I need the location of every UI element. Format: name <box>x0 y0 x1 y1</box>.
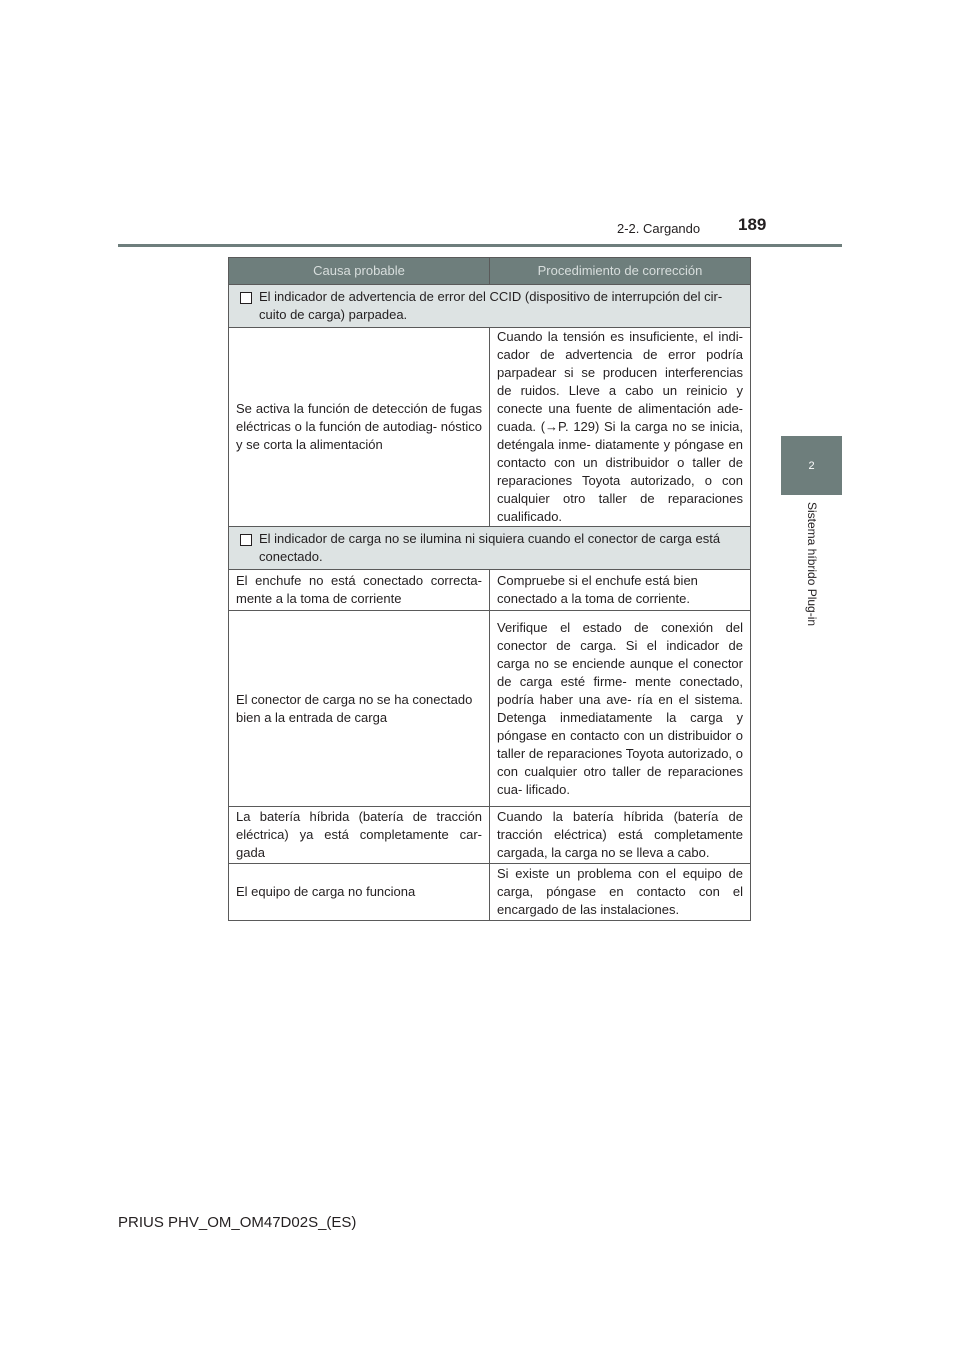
troubleshooting-table <box>228 257 751 921</box>
cause-cell: El conector de carga no se ha conectado bien a la entrada de carga <box>229 611 490 807</box>
cause-cell: El enchufe no está conectado correcta- mente a la toma de corriente <box>229 570 490 611</box>
checkbox-icon <box>240 534 252 546</box>
header-section-title: 2-2. Cargando <box>617 221 701 236</box>
document-id: PRIUS PHV_OM_OM47D02S_(ES) <box>118 1214 357 1231</box>
procedure-cell: Cuando la tensión es insuficiente, el indi- cador de advertencia de error podría parpadear si se producen interferencias de ruidos. Lleve a cabo un reinicio y conecte una fuente de alimentación ade- cuada. (→P. 129) Si la carga no se inicia, deténgala inme- diatamente y póngase en contacto con un distribuidor o taller de reparaciones Toyota autorizado, o con cualquier otro taller de reparaciones cualificado. <box>490 328 751 527</box>
section-title: El indicador de advertencia de error del CCID (dispositivo de interrupción del cir- cuito de carga) parpadea. <box>259 289 723 322</box>
column-header-procedure: Procedimiento de corrección <box>490 258 751 285</box>
column-header-cause: Causa probable <box>229 258 490 285</box>
procedure-cell: Verifique el estado de conexión del conector de carga. Si el indicador de carga no se enciende aunque el conector de carga esté firme- mente conectado, podría haber una ave- ría en el sistema. Detenga inmediatamente la carga y póngase en contacto con un distribuidor o taller de reparaciones Toyota autorizado, o con cualquier otro taller de reparaciones cua- lificado. <box>490 611 751 807</box>
table-row <box>229 807 751 864</box>
chapter-title: Sistema híbrido Plug-in <box>805 502 819 627</box>
section-row <box>229 285 751 328</box>
chapter-number: 2 <box>808 459 815 472</box>
table-row <box>229 570 751 611</box>
procedure-cell: Si existe un problema con el equipo de carga, póngase en contacto con el encargado de las instalaciones. <box>490 864 751 921</box>
chapter-tab <box>781 436 842 495</box>
procedure-cell: Cuando la batería híbrida (batería de tracción eléctrica) está completamente cargada, la carga no se lleva a cabo. <box>490 807 751 864</box>
cause-cell: Se activa la función de detección de fugas eléctricas o la función de autodiag- nóstico y se corta la alimentación <box>229 328 490 527</box>
procedure-cell: Compruebe si el enchufe está bien conectado a la toma de corriente. <box>490 570 751 611</box>
table-header-row <box>229 258 751 285</box>
header-divider <box>118 244 842 247</box>
cause-cell: El equipo de carga no funciona <box>229 864 490 921</box>
table-row <box>229 611 751 807</box>
table-row <box>229 864 751 921</box>
page-number: 189 <box>738 215 767 234</box>
table-row <box>229 328 751 527</box>
section-row <box>229 527 751 570</box>
cause-cell: La batería híbrida (batería de tracción eléctrica) ya está completamente car- gada <box>229 807 490 864</box>
section-title: El indicador de carga no se ilumina ni siquiera cuando el conector de carga está conectado. <box>259 531 721 564</box>
checkbox-icon <box>240 292 252 304</box>
